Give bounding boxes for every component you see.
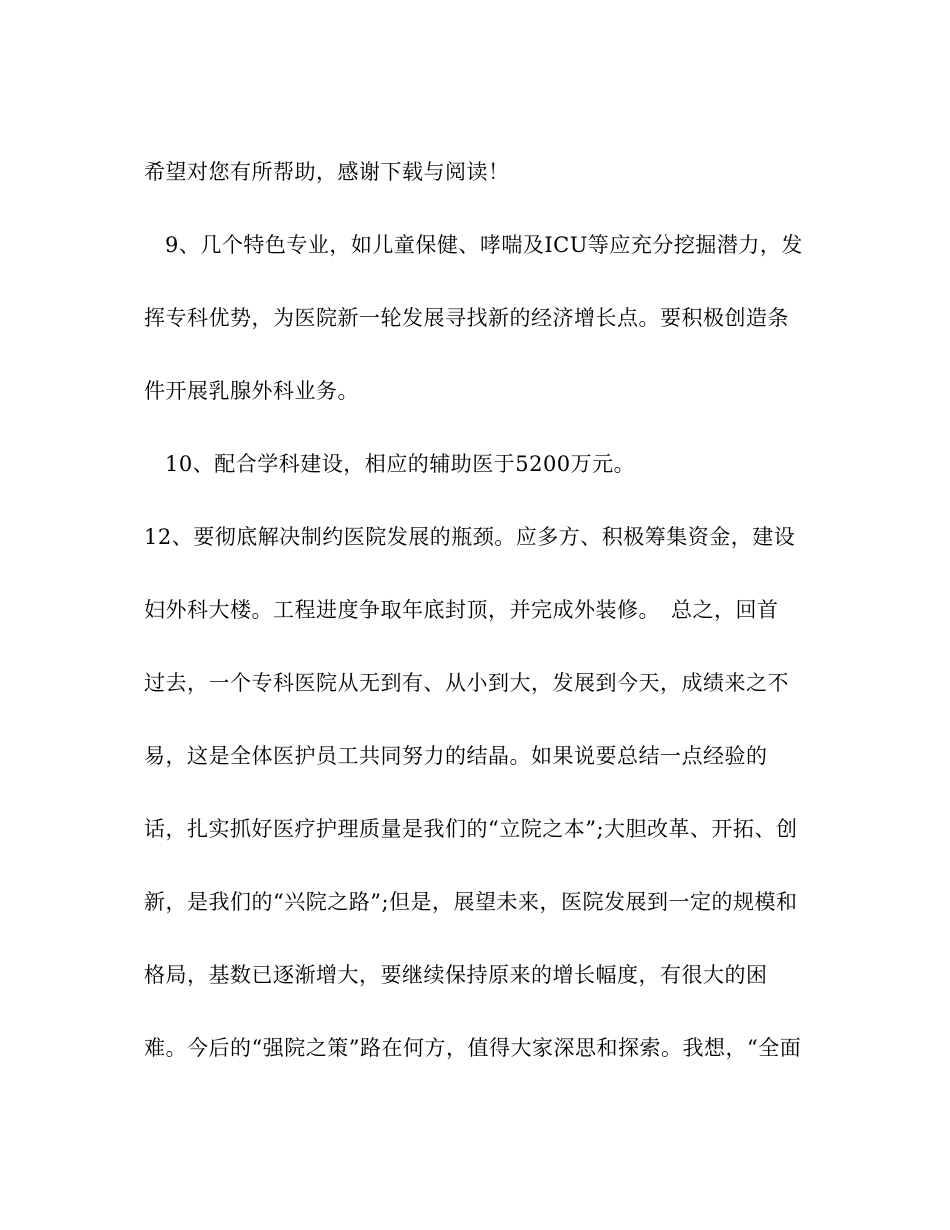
- text-line: 难。今后的“强院之策”路在何方，值得大家深思和探索。我想，“全面: [144, 1036, 802, 1060]
- text-line: 易，这是全体医护员工共同努力的结晶。如果说要总结一点经验的: [144, 744, 768, 768]
- text-line: 挥专科优势，为医院新一轮发展寻找新的经济增长点。要积极创造条: [144, 306, 789, 330]
- text-line: 格局，基数已逐渐增大，要继续保持原来的增长幅度，有很大的困: [144, 963, 768, 987]
- text-line-item-9: 9、几个特色专业，如儿童保健、哮喘及ICU等应充分挖掘潜力，发: [165, 233, 803, 257]
- text-line-closing-note: 希望对您有所帮助，感谢下载与阅读！: [144, 160, 510, 184]
- text-line-item-12: 12、要彻底解决制约医院发展的瓶颈。应多方、积极筹集资金，建设: [144, 525, 796, 549]
- body-text: [144, 136, 808, 1085]
- text-line: 过去，一个专科医院从无到有、从小到大，发展到今天，成绩来之不: [144, 671, 789, 695]
- text-line: 件开展乳腺外科业务。: [144, 379, 359, 403]
- text-line: 妇外科大楼。工程进度争取年底封顶，并完成外装修。 总之，回首: [144, 598, 779, 622]
- text-line: 话，扎实抓好医疗护理质量是我们的“立院之本”;大胆改革、开拓、创: [144, 817, 798, 841]
- text-line-item-10: 10、配合学科建设，相应的辅助医于5200万元。: [165, 452, 636, 476]
- text-line: 新，是我们的“兴院之路”;但是，展望未来，医院发展到一定的规模和: [144, 890, 798, 914]
